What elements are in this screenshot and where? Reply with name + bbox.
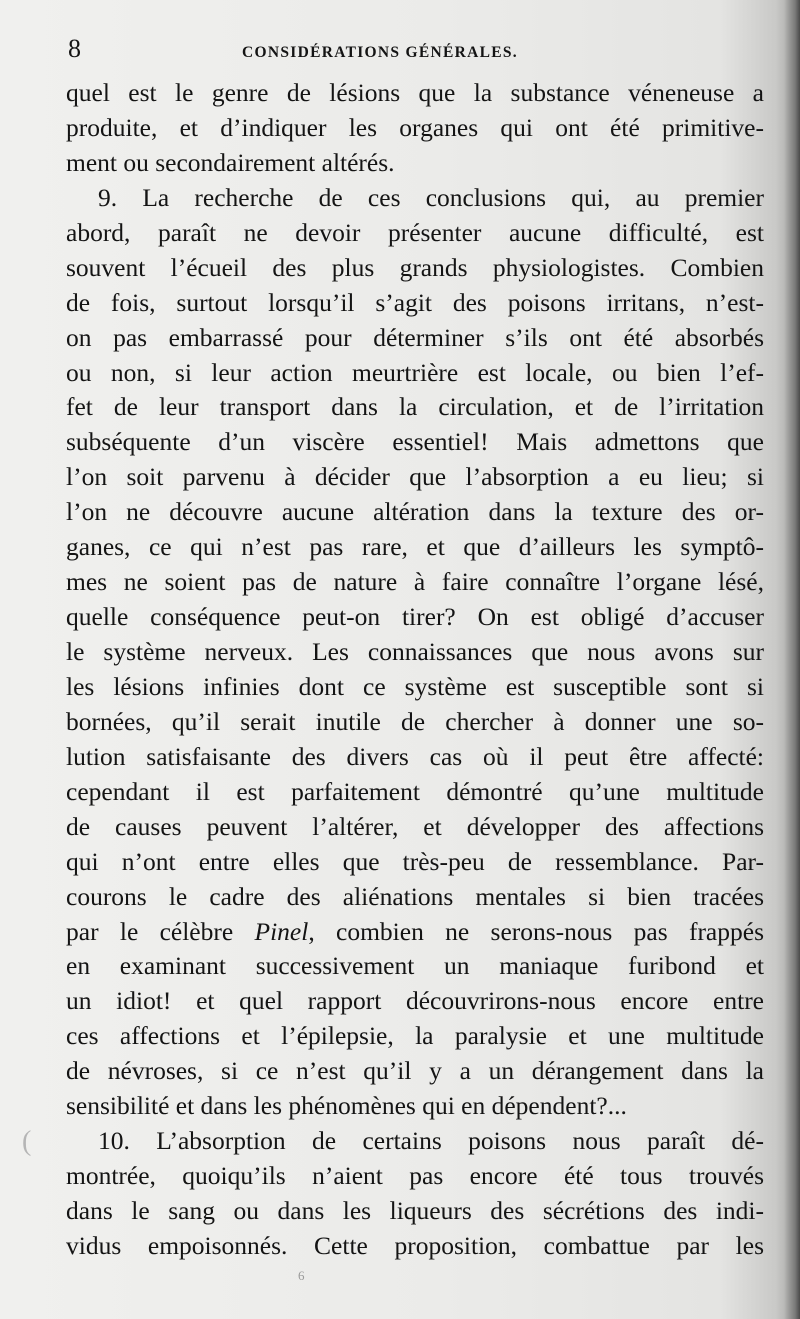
page-edge-shadow: [784, 0, 800, 1319]
text-line: quelle conséquence peut-on tirer? On est obligé d’accuser: [66, 602, 764, 632]
text-line: quel est le genre de lésions que la substance véneneuse a: [66, 78, 764, 107]
text-line: ment ou secondairement altérés.: [66, 147, 395, 177]
paragraph-10-start: 10. L’absorption de certains poisons nous paraît dé-: [98, 1126, 764, 1156]
text-line: abord, paraît ne devoir présenter aucune difficulté, est: [66, 217, 764, 247]
text-line: un idiot! et quel rapport découvrirons-nous encore entre: [66, 986, 764, 1016]
page-header: [66, 34, 756, 70]
margin-bracket-mark: (: [22, 1126, 32, 1157]
page-number: 8: [68, 34, 81, 63]
text-line: de névroses, si ce n’est qu’il y a un dérangement dans la: [66, 1056, 764, 1086]
text-line: ces affections et l’épilepsie, la paralysie et une multitude: [66, 1021, 764, 1051]
body-text: [66, 76, 764, 1264]
text-line: mes ne soient pas de nature à faire connaître l’organe lésé,: [66, 567, 764, 597]
text-line: qui n’ont entre elles que très-peu de ressemblance. Par-: [66, 846, 764, 876]
author-name-pinel: Pinel: [254, 916, 309, 946]
text-line: le système nerveux. Les connaissances que nous avons sur: [66, 637, 764, 666]
text-line: subséquente d’un viscère essentiel! Mais admettons que: [66, 427, 764, 457]
text-line: en examinant successivement un maniaque furibond et: [66, 951, 764, 981]
text-line: dans le sang ou dans les liqueurs des sécrétions des indi-: [66, 1196, 764, 1225]
text-line: sensibilité et dans les phénomènes qui en dépendent?...: [66, 1091, 627, 1121]
text-line: ganes, ce qui n’est pas rare, et que d’ailleurs les symptô-: [66, 532, 764, 562]
text-line: produite, et d’indiquer les organes qui ont été primitive-: [66, 112, 764, 142]
text-line: cependant il est parfaitement démontré qu’une multitude: [66, 776, 764, 806]
paragraph-9-start: 9. La recherche de ces conclusions qui, au premier: [98, 182, 764, 212]
text-line: de fois, surtout lorsqu’il s’agit des poisons irritans, n’est-: [66, 287, 764, 317]
text-line: lution satisfaisante des divers cas où il peut être affecté:: [66, 741, 764, 771]
running-head: CONSIDÉRATIONS GÉNÉRALES.: [242, 44, 518, 61]
text-line: les lésions infinies dont ce système est susceptible sont si: [66, 671, 764, 701]
text-line: fet de leur transport dans la circulation, et de l’irritation: [66, 392, 764, 422]
text-line: par le célèbre Pinel, combien ne serons-nous pas frappés: [66, 916, 764, 946]
text-line: vidus empoisonnés. Cette proposition, combattue par les: [66, 1230, 764, 1260]
text-line: l’on soit parvenu à décider que l’absorption a eu lieu; si: [66, 462, 764, 492]
text-line: de causes peuvent l’altérer, et développer des affections: [66, 811, 764, 841]
text-line: ou non, si leur action meurtrière est locale, ou bien l’ef-: [66, 357, 764, 387]
text-line: bornées, qu’il serait inutile de chercher à donner une so-: [66, 706, 764, 736]
text-line: montrée, quoiqu’ils n’aient pas encore été tous trouvés: [66, 1161, 764, 1191]
text-line: souvent l’écueil des plus grands physiologistes. Combien: [66, 252, 764, 282]
footer-mark: 6: [298, 1268, 305, 1283]
text-line: courons le cadre des aliénations mentales si bien tracées: [66, 881, 764, 911]
text-line: on pas embarrassé pour déterminer s’ils ont été absorbés: [66, 322, 764, 352]
text-line: l’on ne découvre aucune altération dans la texture des or-: [66, 497, 764, 527]
